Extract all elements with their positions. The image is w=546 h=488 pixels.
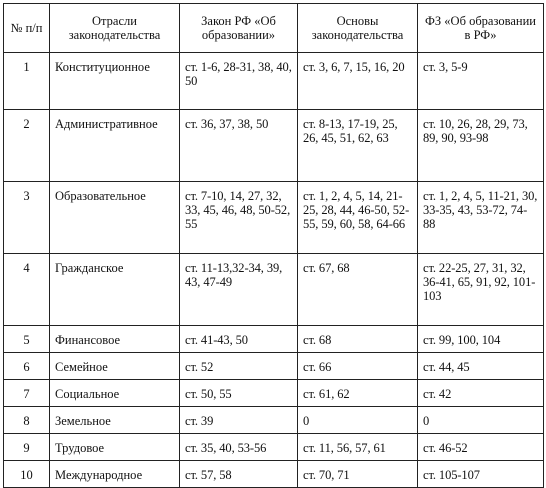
row-osnovy: ст. 3, 6, 7, 15, 16, 20	[298, 53, 418, 110]
row-branch: Финансовое	[50, 326, 180, 353]
row-branch: Земельное	[50, 407, 180, 434]
header-fz: ФЗ «Об образовании в РФ»	[418, 4, 544, 53]
table-row	[4, 434, 544, 461]
row-num: 4	[4, 254, 50, 326]
row-num: 6	[4, 353, 50, 380]
table-row	[4, 380, 544, 407]
table-row	[4, 407, 544, 434]
table-row	[4, 326, 544, 353]
table-row	[4, 461, 544, 488]
table-body	[4, 53, 544, 488]
header-osnovy: Основы законодательства	[298, 4, 418, 53]
row-fz: ст. 42	[418, 380, 544, 407]
row-law-rf: ст. 36, 37, 38, 50	[180, 110, 298, 182]
row-fz: ст. 10, 26, 28, 29, 73, 89, 90, 93-98	[418, 110, 544, 182]
row-fz: 0	[418, 407, 544, 434]
table-row	[4, 353, 544, 380]
row-fz: ст. 46-52	[418, 434, 544, 461]
table-row	[4, 182, 544, 254]
row-law-rf: ст. 7-10, 14, 27, 32, 33, 45, 46, 48, 50-52, 55	[180, 182, 298, 254]
header-num: № п/п	[4, 4, 50, 53]
row-branch: Образовательное	[50, 182, 180, 254]
row-num: 10	[4, 461, 50, 488]
row-num: 5	[4, 326, 50, 353]
row-osnovy: ст. 70, 71	[298, 461, 418, 488]
header-row	[4, 4, 544, 53]
row-fz: ст. 44, 45	[418, 353, 544, 380]
row-osnovy: ст. 67, 68	[298, 254, 418, 326]
row-osnovy: ст. 61, 62	[298, 380, 418, 407]
row-fz: ст. 1, 2, 4, 5, 11-21, 30, 33-35, 43, 53-72, 74-88	[418, 182, 544, 254]
header-branch: Отрасли законодательства	[50, 4, 180, 53]
row-branch: Административное	[50, 110, 180, 182]
row-fz: ст. 105-107	[418, 461, 544, 488]
legislation-table	[3, 3, 544, 488]
row-osnovy: ст. 1, 2, 4, 5, 14, 21-25, 28, 44, 46-50, 52-55, 59, 60, 58, 64-66	[298, 182, 418, 254]
row-num: 3	[4, 182, 50, 254]
row-law-rf: ст. 41-43, 50	[180, 326, 298, 353]
row-osnovy: ст. 8-13, 17-19, 25, 26, 45, 51, 62, 63	[298, 110, 418, 182]
row-law-rf: ст. 11-13,32-34, 39, 43, 47-49	[180, 254, 298, 326]
row-num: 9	[4, 434, 50, 461]
row-osnovy: ст. 11, 56, 57, 61	[298, 434, 418, 461]
row-branch: Трудовое	[50, 434, 180, 461]
row-num: 7	[4, 380, 50, 407]
row-osnovy: ст. 68	[298, 326, 418, 353]
row-branch: Социальное	[50, 380, 180, 407]
row-law-rf: ст. 57, 58	[180, 461, 298, 488]
row-branch: Международное	[50, 461, 180, 488]
table-row	[4, 110, 544, 182]
table-header	[4, 4, 544, 53]
row-fz: ст. 3, 5-9	[418, 53, 544, 110]
row-branch: Конституционное	[50, 53, 180, 110]
row-branch: Гражданское	[50, 254, 180, 326]
row-law-rf: ст. 50, 55	[180, 380, 298, 407]
row-law-rf: ст. 35, 40, 53-56	[180, 434, 298, 461]
header-law-rf: Закон РФ «Об образовании»	[180, 4, 298, 53]
row-branch: Семейное	[50, 353, 180, 380]
row-num: 2	[4, 110, 50, 182]
row-fz: ст. 99, 100, 104	[418, 326, 544, 353]
row-law-rf: ст. 39	[180, 407, 298, 434]
row-law-rf: ст. 1-6, 28-31, 38, 40, 50	[180, 53, 298, 110]
row-num: 1	[4, 53, 50, 110]
row-num: 8	[4, 407, 50, 434]
row-fz: ст. 22-25, 27, 31, 32, 36-41, 65, 91, 92, 101-103	[418, 254, 544, 326]
row-osnovy: 0	[298, 407, 418, 434]
row-law-rf: ст. 52	[180, 353, 298, 380]
row-osnovy: ст. 66	[298, 353, 418, 380]
table-row	[4, 53, 544, 110]
table-row	[4, 254, 544, 326]
